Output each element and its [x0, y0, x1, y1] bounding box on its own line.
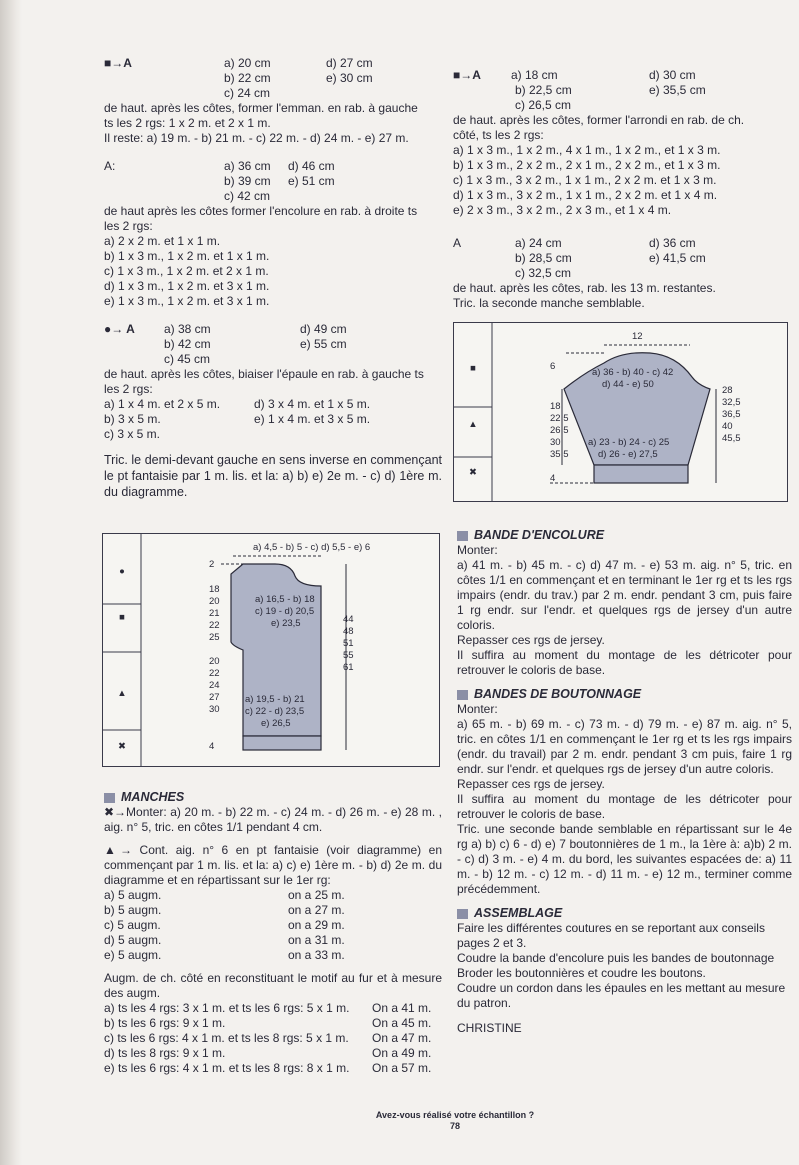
size-b: b) 28,5 cm — [515, 251, 572, 265]
dim-right: 28 — [722, 385, 733, 396]
dim-left: 21 — [209, 608, 220, 619]
symbol-square: ■ — [470, 363, 476, 374]
augm2-right: On a 57 m. — [372, 1061, 432, 1075]
size-a: a) 36 cm — [224, 159, 271, 173]
manches-section — [104, 790, 442, 1076]
instruction-text: de haut. après les côtes, rab. les 13 m. restantes. — [453, 281, 716, 295]
inner-dim: a) 16,5 - b) 18 — [255, 594, 315, 605]
size-d: d) 27 cm — [326, 56, 373, 70]
dim-left: 25 — [209, 632, 220, 643]
paragraph: Broder les boutonnières et coudre les boutons. — [457, 966, 706, 980]
instruction-line: e) 2 x 3 m., 3 x 2 m., 2 x 3 m., et 1 x 4 m. — [453, 203, 672, 217]
dim-top: a) 4,5 - b) 5 - c) d) 5,5 - e) 6 — [253, 542, 371, 553]
paragraph: Coudre la bande d'encolure puis les bandes de boutonnage — [457, 951, 775, 965]
dim-left: 30 — [550, 437, 561, 448]
symbol-label: A: — [104, 159, 116, 173]
section-header: ASSEMBLAGE — [457, 906, 792, 921]
page-footer — [340, 1110, 570, 1132]
instruction-line: b) 1 x 3 m., 2 x 2 m., 2 x 1 m., 2 x 2 m., et 1 x 3 m. — [453, 158, 721, 172]
section-header: BANDE D'ENCOLURE — [457, 528, 792, 543]
instruction-line: a) 1 x 3 m., 1 x 2 m., 4 x 1 m., 1 x 2 m., et 1 x 3 m. — [453, 143, 721, 157]
inner-dim: e) 23,5 — [271, 618, 301, 629]
header-square-icon — [457, 531, 468, 541]
inner-dim: c) 19 - d) 20,5 — [255, 606, 315, 617]
instruction-text: les 2 rgs: — [104, 382, 153, 396]
augm2-right: On a 47 m. — [372, 1031, 432, 1045]
size-c: c) 42 cm — [224, 189, 271, 203]
right-column — [453, 68, 795, 311]
size-d: d) 36 cm — [649, 236, 696, 250]
size-a: a) 18 cm — [511, 68, 558, 82]
paragraph: a) 65 m. - b) 69 m. - c) 73 m. - d) 79 m. - e) 87 m. aig. n° 5, tric. en côtes 1/1 en commençant le 1er rg et ts les rgs impairs (endr. du travail) par 2 m. endr. pendant 3 cm puis, faire 1 rg endr. sur l'endr. et quelques rgs de jersey d'un autre coloris. — [457, 717, 792, 776]
inner-dim: d) 26 - e) 27,5 — [598, 449, 658, 460]
inner-dim: c) 22 - d) 23,5 — [245, 706, 305, 717]
manches-p2: ▲→ Cont. aig. n° 6 en pt fantaisie (voir diagramme) en commençant par 1 m. lis. et la: a) c) e) 1ère m. - b) d) 2e m. du diagramme et en répartissant sur le 1er rg: — [104, 843, 442, 887]
symbol-label: ■→A — [453, 68, 481, 82]
left-section-2 — [104, 159, 442, 309]
instruction-text: de haut. après les côtes, biaiser l'épaule en rab. à gauche ts — [104, 367, 424, 381]
augm-left: e) 5 augm. — [104, 948, 162, 962]
instruction-line: c) 3 x 5 m. — [104, 427, 161, 441]
instruction-line: b) 1 x 3 m., 1 x 2 m. et 1 x 1 m. — [104, 249, 270, 263]
dim-left: 24 — [209, 680, 220, 691]
page-spine-shadow — [0, 0, 22, 1165]
left-column — [104, 56, 442, 500]
left-section-3 — [104, 322, 442, 442]
dim-top: 12 — [632, 331, 643, 342]
dim-left: 35,5 — [550, 449, 569, 460]
paragraph: Tric. une seconde bande semblable en répartissant sur le 4e rg a) b) c) 6 - d) e) 7 boutonnières de 1 m., la 1ère à: a)b) 2 m. - c) d) 3 m. - e) 4 m. du bord, les suivantes espacées de: a) 11 m. - b) 12 m. - c) 12 m. - d) 11 m. - e) 12 m., terminer comme précédemment. — [457, 822, 792, 896]
symbol-triangle: ▲ — [468, 419, 478, 430]
dim-left: 20 — [209, 596, 220, 607]
manches-p3: Augm. de ch. côté en reconstituant le motif au fur et à mesure des augm. — [104, 971, 442, 1000]
size-d: d) 46 cm — [288, 159, 335, 173]
dim-left: 18 — [550, 401, 561, 412]
header-square-icon — [457, 909, 468, 919]
dim-right: 44 — [343, 614, 354, 625]
instruction-line: e) 1 x 4 m. et 3 x 5 m. — [254, 412, 371, 426]
inner-dim: e) 26,5 — [261, 718, 291, 729]
instruction-text: les 2 rgs: — [104, 219, 153, 233]
dim-left-bottom: 4 — [550, 473, 556, 484]
right-lower-column — [457, 528, 792, 1036]
dim-left: 27 — [209, 692, 220, 703]
section-header: MANCHES — [104, 790, 442, 805]
footer-question: Avez-vous réalisé votre échantillon ? — [375, 1110, 535, 1120]
dim-right: 32,5 — [722, 397, 741, 408]
augm2-left: a) ts les 4 rgs: 3 x 1 m. et ts les 6 rgs: 5 x 1 m. — [104, 1001, 350, 1015]
instruction-line: e) 1 x 3 m., 1 x 2 m. et 3 x 1 m. — [104, 294, 270, 308]
instruction-line: d) 1 x 3 m., 3 x 2 m., 1 x 1 m., 2 x 2 m. et 1 x 4 m. — [453, 188, 718, 202]
symbol-label: ■→A — [104, 56, 132, 70]
front-diagram — [102, 533, 440, 767]
augm-right: on a 25 m. — [288, 888, 345, 902]
size-b: b) 42 cm — [164, 337, 211, 351]
size-c: c) 24 cm — [224, 86, 271, 100]
augm2-left: b) ts les 6 rgs: 9 x 1 m. — [104, 1016, 226, 1030]
size-e: e) 41,5 cm — [649, 251, 706, 265]
instruction-text: Il reste: a) 19 m. - b) 21 m. - c) 22 m. - d) 24 m. - e) 27 m. — [104, 131, 409, 145]
size-c: c) 26,5 cm — [515, 98, 572, 112]
symbol-triangle: ▲ — [117, 688, 127, 699]
paragraph: Monter: — [457, 702, 498, 716]
inner-dim: a) 36 - b) 40 - c) 42 — [592, 367, 674, 378]
instruction-line: c) 1 x 3 m., 1 x 2 m. et 2 x 1 m. — [104, 264, 269, 278]
page-number: 78 — [449, 1121, 460, 1131]
augm2-left: c) ts les 6 rgs: 4 x 1 m. et ts les 8 rgs: 5 x 1 m. — [104, 1031, 349, 1045]
dim-right: 45,5 — [722, 433, 741, 444]
symbol-label: ●→ A — [104, 322, 135, 336]
augm-right: on a 29 m. — [288, 918, 345, 932]
instruction-text: de haut après les côtes former l'encolure en rab. à droite ts — [104, 204, 418, 218]
instruction-text: Tric. la seconde manche semblable. — [453, 296, 645, 310]
size-a: a) 38 cm — [164, 322, 211, 336]
header-square-icon — [457, 690, 468, 700]
symbol-label: A — [453, 236, 462, 250]
dim-left: 22,5 — [550, 413, 569, 424]
augm2-left: e) ts les 6 rgs: 4 x 1 m. et ts les 8 rgs: 8 x 1 m. — [104, 1061, 350, 1075]
dim-left: 22 — [209, 668, 220, 679]
instruction-line: b) 3 x 5 m. — [104, 412, 161, 426]
augm2-right: On a 45 m. — [372, 1016, 432, 1030]
dim-left-top: 6 — [550, 361, 556, 372]
augm-right: on a 33 m. — [288, 948, 345, 962]
instruction-text: de haut. après les côtes, former l'arrondi en rab. de ch. — [453, 113, 745, 127]
paragraph: Coudre un cordon dans les épaules en les mettant au mesure du patron. — [457, 981, 786, 1010]
instruction-text: côté, ts les 2 rgs: — [453, 128, 544, 142]
front-rib — [243, 736, 321, 750]
instruction-text: ts les 2 rgs: 1 x 2 m. et 2 x 1 m. — [104, 116, 271, 130]
section-header: BANDES DE BOUTONNAGE — [457, 687, 792, 702]
size-b: b) 39 cm — [224, 174, 271, 188]
size-a: a) 24 cm — [515, 236, 562, 250]
dim-left: 22 — [209, 620, 220, 631]
sleeve-diagram — [453, 322, 788, 502]
size-e: e) 30 cm — [326, 71, 373, 85]
header-square-icon — [104, 793, 115, 803]
symbol-cross: ✖ — [118, 741, 126, 752]
dim-left: 26,5 — [550, 425, 569, 436]
paragraph: Repasser ces rgs de jersey. — [457, 777, 605, 791]
instruction-line: a) 2 x 2 m. et 1 x 1 m. — [104, 234, 221, 248]
signature: CHRISTINE — [457, 1021, 522, 1035]
symbol-cross: ✖ — [469, 467, 477, 478]
left-section-1 — [104, 56, 442, 146]
instruction-line: c) 1 x 3 m., 3 x 2 m., 1 x 1 m., 2 x 2 m. et 1 x 3 m. — [453, 173, 717, 187]
sleeve-rib — [594, 465, 688, 483]
instruction-line: d) 1 x 3 m., 1 x 2 m. et 3 x 1 m. — [104, 279, 270, 293]
instruction-line: a) 1 x 4 m. et 2 x 5 m. — [104, 397, 221, 411]
dim-right: 51 — [343, 638, 354, 649]
dim-right: 61 — [343, 662, 354, 673]
size-e: e) 35,5 cm — [649, 83, 706, 97]
inner-dim: d) 44 - e) 50 — [602, 379, 654, 390]
symbol-circle: ● — [119, 566, 125, 577]
dim-left-bottom: 4 — [209, 741, 215, 752]
size-a: a) 20 cm — [224, 56, 271, 70]
augm-right: on a 27 m. — [288, 903, 345, 917]
size-e: e) 51 cm — [288, 174, 335, 188]
inner-dim: a) 23 - b) 24 - c) 25 — [588, 437, 670, 448]
tric-paragraph: Tric. le demi-devant gauche en sens inverse en commençant le pt fantaisie par 1 m. lis. et la: a) b) e) 2e m. - c) d) 1ère m. du diagramme. — [104, 453, 442, 499]
size-c: c) 45 cm — [164, 352, 211, 366]
dim-right: 48 — [343, 626, 354, 637]
augm-left: d) 5 augm. — [104, 933, 162, 947]
augm2-right: On a 49 m. — [372, 1046, 432, 1060]
symbol-square: ■ — [119, 612, 125, 623]
instruction-line: d) 3 x 4 m. et 1 x 5 m. — [254, 397, 371, 411]
paragraph: Repasser ces rgs de jersey. — [457, 633, 605, 647]
augm-left: b) 5 augm. — [104, 903, 162, 917]
size-d: d) 49 cm — [300, 322, 347, 336]
paragraph: Faire les différentes coutures en se reportant aux conseils pages 2 et 3. — [457, 921, 765, 950]
augm-left: c) 5 augm. — [104, 918, 161, 932]
augm2-left: d) ts les 8 rgs: 9 x 1 m. — [104, 1046, 226, 1060]
dim-right: 55 — [343, 650, 354, 661]
size-e: e) 55 cm — [300, 337, 347, 351]
paragraph: Il suffira au moment du montage de les détricoter pour retrouver le coloris de base. — [457, 648, 792, 677]
size-d: d) 30 cm — [649, 68, 696, 82]
inner-dim: a) 19,5 - b) 21 — [245, 694, 305, 705]
dim-left-top: 2 — [209, 559, 215, 570]
size-b: b) 22 cm — [224, 71, 271, 85]
right-section-2 — [453, 236, 795, 311]
augm-left: a) 5 augm. — [104, 888, 162, 902]
manches-p1: ✖→Monter: a) 20 m. - b) 22 m. - c) 24 m. - d) 26 m. - e) 28 m. , aig. n° 5, tric. en côtes 1/1 pendant 4 cm. — [104, 805, 442, 834]
paragraph: Il suffira au moment du montage de les détricoter pour retrouver le coloris de base. — [457, 792, 792, 821]
instruction-text: de haut. après les côtes, former l'emman. en rab. à gauche — [104, 101, 418, 115]
augm-right: on a 31 m. — [288, 933, 345, 947]
dim-left: 20 — [209, 656, 220, 667]
size-b: b) 22,5 cm — [515, 83, 572, 97]
dim-left: 18 — [209, 584, 220, 595]
augm2-right: On a 41 m. — [372, 1001, 432, 1015]
right-section-1 — [453, 68, 795, 218]
dim-right: 40 — [722, 421, 733, 432]
size-c: c) 32,5 cm — [515, 266, 572, 280]
paragraph: Monter: — [457, 543, 498, 557]
paragraph: a) 41 m. - b) 45 m. - c) d) 47 m. - e) 53 m. aig. n° 5, tric. en côtes 1/1 en commençant et en terminant le 1er rg et ts les rgs impairs (endr. du trav.) par 2 m. endr. pendant 3 cm, puis faire 1 rg endr. sur l'endr. et quelques rgs de jersey d'un autre coloris. — [457, 558, 792, 632]
dim-left: 30 — [209, 704, 220, 715]
dim-right: 36,5 — [722, 409, 741, 420]
